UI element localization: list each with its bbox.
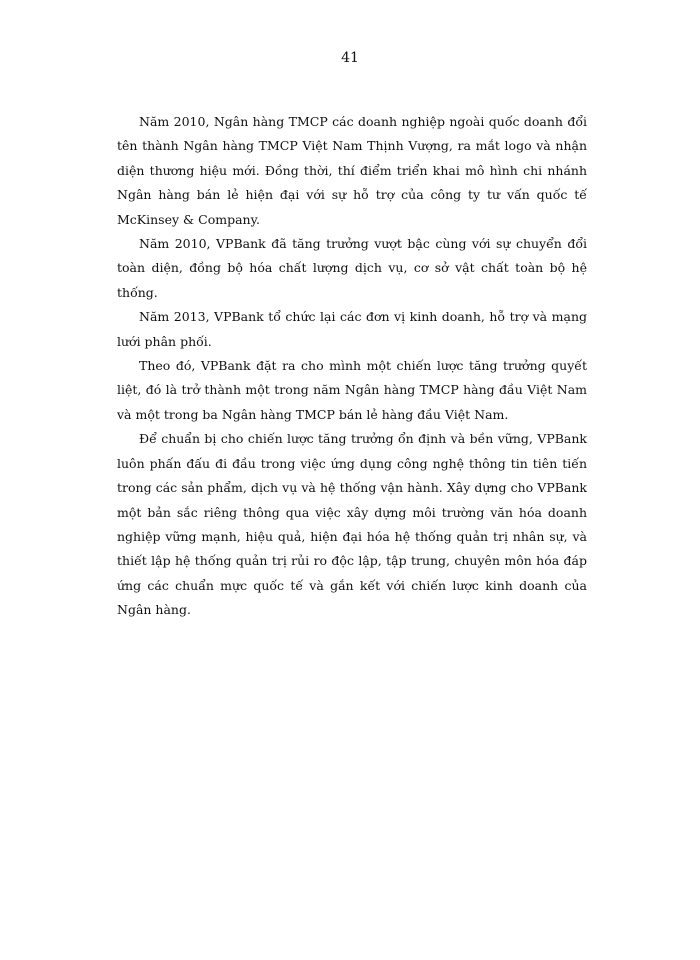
- paragraph-strategy: Theo đó, VPBank đặt ra cho mình một chiến lược tăng trưởng quyết liệt, đó là trở thành một trong năm Ngân hàng TMCP hàng đầu Việt Nam và một trong ba Ngân hàng TMCP bán lẻ hàng đầu Việt Nam.: [117, 358, 587, 422]
- paragraph-growth-2010: Năm 2010, VPBank đã tăng trưởng vượt bậc cùng với sự chuyển đổi toàn diện, đồng bộ hóa chất lượng dịch vụ, cơ sở vật chất toàn bộ hệ thống.: [117, 236, 587, 300]
- paragraph-sustainable-growth: Để chuẩn bị cho chiến lược tăng trưởng ổn định và bền vững, VPBank luôn phấn đấu đi đầu trong việc ứng dụng công nghệ thông tin tiên tiến trong các sản phẩm, dịch vụ và hệ thống vận hành. Xây dựng cho VPBank một bản sắc riêng thông qua việc xây dựng môi trường văn hóa doanh nghiệp vững mạnh, hiệu quả, hiện đại hóa hệ thống quản trị nhân sự, và thiết lập hệ thống quản trị rủi ro độc lập, tập trung, chuyên môn hóa đáp ứng các chuẩn mực quốc tế và gắn kết với chiến lược kinh doanh của Ngân hàng.: [117, 431, 587, 618]
- document-body: [117, 110, 587, 623]
- page-number: 41: [341, 50, 359, 66]
- paragraph-reorganization-2013: Năm 2013, VPBank tổ chức lại các đơn vị kinh doanh, hỗ trợ và mạng lưới phân phối.: [117, 309, 587, 349]
- paragraph-rebrand-2010: Năm 2010, Ngân hàng TMCP các doanh nghiệp ngoài quốc doanh đổi tên thành Ngân hàng TMCP Việt Nam Thịnh Vượng, ra mắt logo và nhận diện thương hiệu mới. Đồng thời, thí điểm triển khai mô hình chi nhánh Ngân hàng bán lẻ hiện đại với sự hỗ trợ của công ty tư vấn quốc tế McKinsey & Company.: [117, 114, 587, 227]
